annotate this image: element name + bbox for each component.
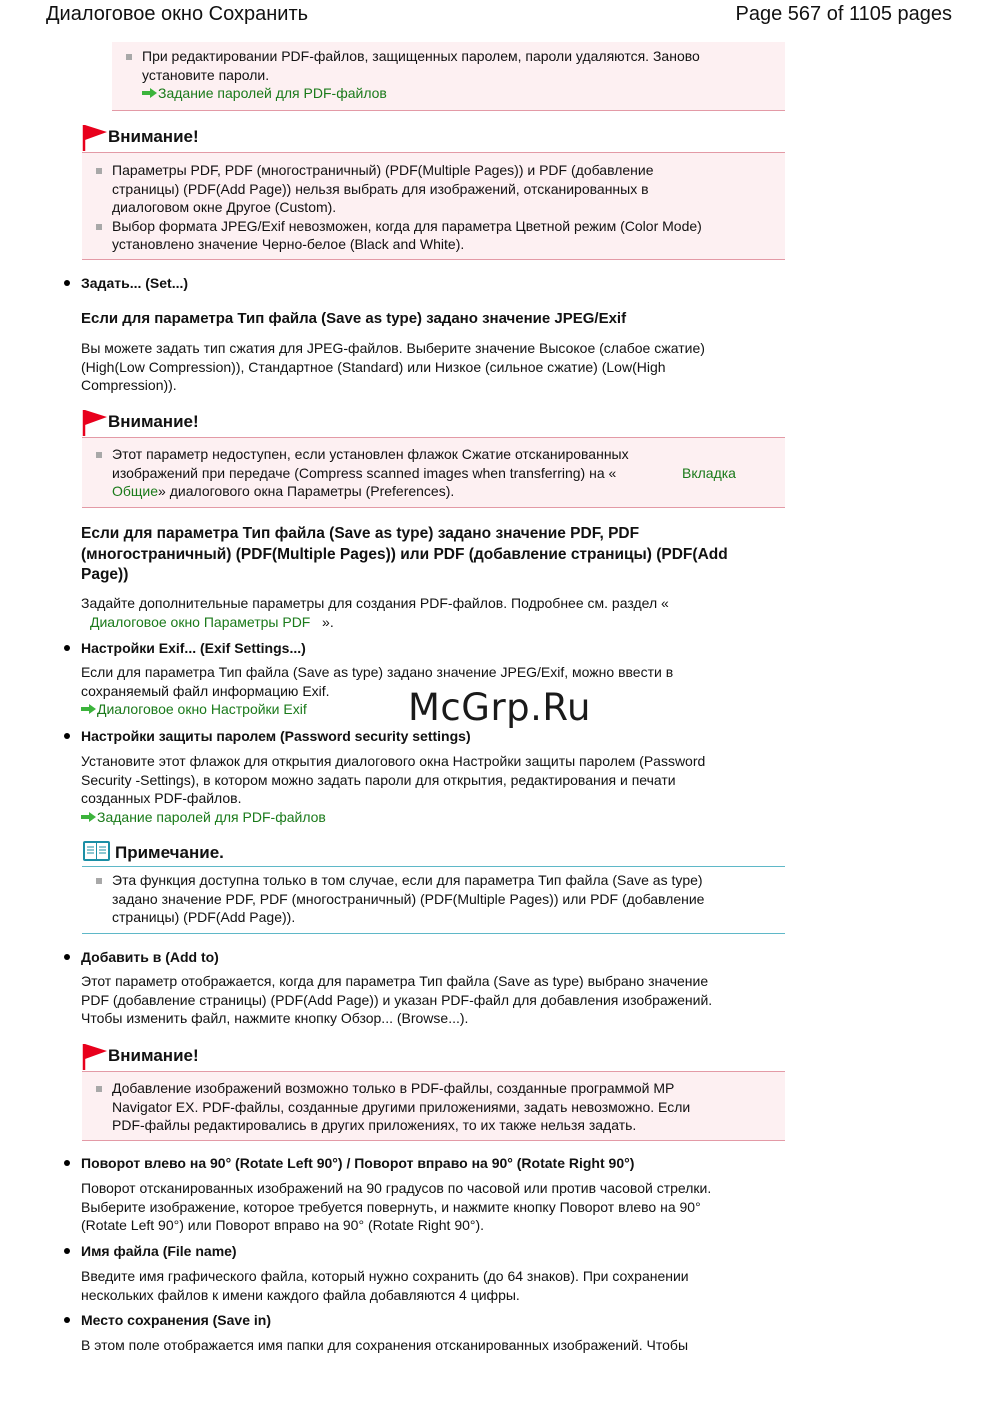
- subheading-jpeg: Если для параметра Тип файла (Save as type) задано значение JPEG/Exif: [81, 310, 627, 327]
- paragraph-add-to: [81, 972, 781, 1028]
- list-item: [82, 161, 785, 217]
- paragraph-pdf: [81, 594, 781, 631]
- text-line: Если для параметра Тип файла (Save as type) задано значение JPEG/Exif, можно ввести в: [81, 664, 674, 680]
- text-line: Вы можете задать тип сжатия для JPEG-файлов. Выберите значение Высокое (слабое сжатие): [81, 340, 705, 356]
- text-line: Поворот влево на 90° (Rotate Left 90°) / Поворот вправо на 90° (Rotate Right 90°): [81, 1155, 635, 1171]
- note-header: [82, 840, 785, 867]
- list-item: [82, 445, 785, 501]
- text-line: Добавление изображений возможно только в PDF-файлы, созданные программой MP: [112, 1080, 675, 1096]
- document-title: Диалоговое окно Сохранить: [46, 3, 309, 25]
- caution-header: [82, 1043, 785, 1069]
- text-line: PDF-файлы редактировались в других приложениях, то их также нельзя задать.: [112, 1117, 637, 1134]
- text-line: созданных PDF-файлов.: [81, 790, 242, 807]
- text-line: Этот параметр недоступен, если установлен флажок Сжатие отсканированных: [112, 446, 629, 462]
- text-line: Если для параметра Тип файла (Save as type) задано значение PDF, PDF: [81, 525, 640, 542]
- list-item: [112, 47, 785, 103]
- text-line: (многостраничный) (PDF(Multiple Pages)) или PDF (добавление страницы) (PDF(Add: [81, 545, 728, 563]
- text-line: установлено значение Черно-белое (Black and White).: [112, 236, 465, 253]
- bullet-dot-icon: [64, 1160, 70, 1166]
- general-tab-link[interactable]: Вкладка: [682, 464, 736, 481]
- text-line: изображений при передаче (Compress scanned images when transferring) на «: [112, 464, 617, 481]
- text-line: Выберите изображение, которое требуется повернуть, и нажмите кнопку Поворот влево на 90°: [81, 1198, 701, 1215]
- text-line: страницы) (PDF(Add Page)) нельзя выбрать для изображений, отсканированных в: [112, 180, 649, 197]
- square-bullet-icon: [96, 168, 102, 174]
- paragraph-rotate: [81, 1179, 781, 1235]
- text-line: PDF (добавление страницы) (PDF(Add Page)) и указан PDF-файл для добавления изображений.: [81, 991, 713, 1008]
- text-line: При редактировании PDF-файлов, защищенных паролем, пароли удаляются. Заново: [142, 48, 700, 64]
- bullet-dot-icon: [64, 1248, 70, 1254]
- text-line: Задание паролей для PDF-файлов: [97, 808, 326, 825]
- square-bullet-icon: [96, 878, 102, 884]
- caution-title: Внимание!: [108, 127, 199, 146]
- paragraph-save-in: [81, 1336, 781, 1355]
- square-bullet-icon: [126, 54, 132, 60]
- text-line: страницы) (PDF(Add Page)).: [112, 909, 296, 926]
- general-tab-link[interactable]: Общие: [112, 483, 159, 500]
- square-bullet-icon: [96, 224, 102, 230]
- list-item: [82, 217, 785, 254]
- arrow-right-icon: [81, 812, 96, 822]
- text-line: Параметры PDF, PDF (многостраничный) (PDF(Multiple Pages)) и PDF (добавление: [112, 162, 654, 178]
- text-line: » диалогового окна Параметры (Preferences).: [158, 483, 455, 500]
- text-line: Введите имя графического файла, который нужно сохранить (до 64 знаков). При сохранении: [81, 1268, 689, 1284]
- text-line: Page)): [81, 566, 129, 583]
- paragraph-jpeg: [81, 339, 781, 395]
- watermark: McGrp.Ru: [408, 686, 591, 729]
- text-line: Установите этот флажок для открытия диалогового окна Настройки защиты паролем (Password: [81, 753, 706, 769]
- text-line: Настройки Exif... (Exif Settings...): [81, 640, 306, 656]
- text-line: сохраняемый файл информацию Exif.: [81, 682, 330, 699]
- caution-box: [82, 437, 785, 508]
- bullet-dot-icon: [64, 733, 70, 739]
- caution-header: [82, 124, 785, 150]
- caution-box: [82, 1071, 785, 1141]
- text-line: задано значение PDF, PDF (многостраничный) (PDF(Multiple Pages)) или PDF (добавление: [112, 890, 705, 907]
- text-line: Имя файла (File name): [81, 1243, 237, 1259]
- arrow-right-icon: [142, 88, 157, 98]
- red-flag-icon: [82, 1043, 108, 1071]
- note-title: Примечание.: [115, 843, 224, 862]
- pdf-settings-link[interactable]: Диалоговое окно Параметры PDF: [90, 613, 311, 630]
- text-line: установите пароли.: [142, 66, 270, 83]
- text-line: нескольких файлов к имени каждого файла добавляются 4 цифры.: [81, 1286, 520, 1303]
- caution-title: Внимание!: [108, 1046, 199, 1065]
- text-line: Добавить в (Add to): [81, 949, 219, 965]
- text-line: Эта функция доступна только в том случае, если для параметра Тип файла (Save as type): [112, 872, 703, 888]
- text-line: Этот параметр отображается, когда для параметра Тип файла (Save as type) выбрано значение: [81, 973, 709, 989]
- bullet-dot-icon: [64, 954, 70, 960]
- text-line: ».: [322, 613, 334, 630]
- paragraph-file-name: [81, 1267, 781, 1304]
- caution-header: [82, 409, 785, 435]
- red-flag-icon: [82, 124, 108, 152]
- text-line: Задать... (Set...): [81, 275, 189, 291]
- text-line: Выбор формата JPEG/Exif невозможен, когда для параметра Цветной режим (Color Mode): [112, 217, 702, 234]
- password-pdf-link[interactable]: [81, 808, 781, 827]
- bullet-dot-icon: [64, 1317, 70, 1323]
- list-item: [82, 1079, 785, 1135]
- text-line: диалоговом окне Другое (Custom).: [112, 199, 337, 216]
- list-item: [82, 871, 785, 927]
- text-line: Security -Settings), в котором можно задать пароли для открытия, редактирования и печати: [81, 771, 676, 788]
- text-line: В этом поле отображается имя папки для сохранения отсканированных изображений. Чтобы: [81, 1337, 689, 1353]
- square-bullet-icon: [96, 452, 102, 458]
- bullet-dot-icon: [64, 645, 70, 651]
- square-bullet-icon: [96, 1086, 102, 1092]
- caution-box: [82, 152, 785, 260]
- password-pdf-link[interactable]: [142, 84, 785, 103]
- text-line: (High(Low Compression)), Стандартное (Standard) или Низкое (сильное сжатие) (Low(High: [81, 358, 666, 375]
- note-box: [82, 867, 785, 934]
- text-line: Настройки защиты паролем (Password security settings): [81, 728, 471, 744]
- text-line: Compression)).: [81, 377, 177, 394]
- paragraph-password: [81, 752, 781, 826]
- arrow-right-icon: [81, 704, 96, 714]
- text-line: Чтобы изменить файл, нажмите кнопку Обзор... (Browse...).: [81, 1010, 469, 1027]
- red-flag-icon: [82, 409, 108, 437]
- subheading-pdf: [81, 524, 781, 586]
- caution-title: Внимание!: [108, 412, 199, 431]
- text-line: Диалоговое окно Настройки Exif: [97, 701, 307, 718]
- text-line: (Rotate Left 90°) или Поворот вправо на 90° (Rotate Right 90°).: [81, 1217, 485, 1234]
- text-line: Navigator EX. PDF-файлы, созданные другими приложениями, задать невозможно. Если: [112, 1098, 691, 1115]
- book-icon: [82, 840, 111, 862]
- caution-box-continued: [112, 42, 785, 111]
- bullet-dot-icon: [64, 280, 70, 286]
- text-line: Место сохранения (Save in): [81, 1312, 271, 1328]
- text-line: Задайте дополнительные параметры для создания PDF-файлов. Подробнее см. раздел «: [81, 595, 669, 611]
- text-line: Задание паролей для PDF-файлов: [158, 85, 387, 102]
- text-line: Поворот отсканированных изображений на 90 градусов по часовой или против часовой стрелки.: [81, 1180, 712, 1196]
- page-counter: Page 567 of 1105 pages: [735, 3, 952, 25]
